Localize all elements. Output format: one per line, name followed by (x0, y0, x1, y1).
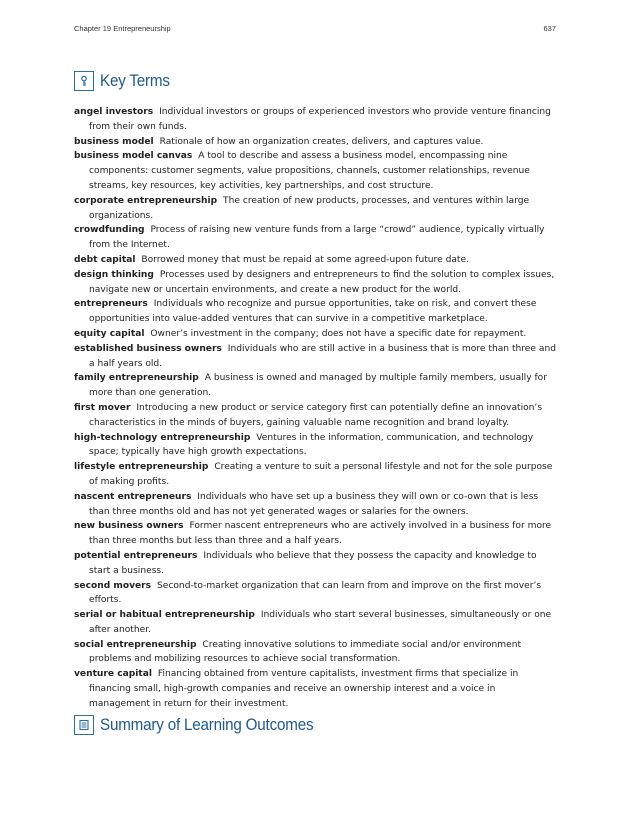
term-entry (74, 342, 556, 372)
term-entry (74, 431, 556, 461)
term-entry (74, 519, 556, 549)
term-entry (74, 490, 556, 520)
term-definition: Former nascent entrepreneurs who are actively involved in a business for more than three months but less than three and a half years. (89, 521, 552, 547)
term-word: new business owners (74, 521, 184, 532)
term-word: lifestyle entrepreneurship (74, 462, 209, 473)
term-definition: A tool to describe and assess a business model, encompassing nine components: customer segments, value propositions, channels, customer relationships, revenue streams, key resources, key activities, key partnerships, and cost structure. (89, 151, 530, 191)
term-definition: Process of raising new venture funds from a large “crowd” audience, typically virtually from the Internet. (89, 225, 545, 251)
term-definition: Second-to-market organization that can learn from and improve on the first mover’s efforts. (89, 580, 542, 606)
term-definition: Individuals who recognize and pursue opportunities, take on risk, and convert these opportunities into value-added ventures that can survive in a competitive marketplace. (89, 299, 537, 325)
chapter-title: Chapter 19 Entrepreneurship (74, 24, 171, 33)
term-definition: Individuals who have set up a business they will own or co-own that is less than three months old and has not yet generated wages or salaries for the owners. (89, 491, 539, 517)
term-word: corporate entrepreneurship (74, 195, 218, 206)
document-icon (74, 715, 94, 735)
term-word: first mover (74, 402, 131, 413)
term-entry (74, 608, 556, 638)
term-word: business model (74, 136, 154, 147)
summary-heading (74, 715, 332, 735)
page-header (74, 24, 556, 33)
term-entry (74, 327, 556, 342)
term-definition: Individuals who start several businesses, simultaneously or one after another. (89, 610, 552, 635)
key-terms-heading (74, 71, 176, 91)
term-entry (74, 549, 556, 579)
term-word: social entrepreneurship (74, 639, 197, 650)
term-definition: Creating a venture to suit a personal lifestyle and not for the sole purpose of making profits. (89, 462, 553, 487)
term-word: high-technology entrepreneurship (74, 432, 251, 443)
term-entry (74, 194, 556, 224)
term-definition: Financing obtained from venture capitalists, investment firms that specialize in financing small, high-growth companies and receive an ownership interest and a voice in management in return for their investment. (89, 669, 519, 709)
term-word: angel investors (74, 107, 154, 117)
term-entry (74, 223, 556, 253)
term-definition: The creation of new products, processes, and ventures within large organizations. (89, 195, 530, 221)
term-word: established business owners (74, 343, 222, 354)
term-definition: Individual investors or groups of experienced investors who provide venture financing from their own funds. (89, 107, 551, 132)
term-definition: Creating innovative solutions to immediate social and/or environment problems and mobilizing resources to achieve social transformation. (89, 639, 522, 665)
term-entry (74, 149, 556, 193)
term-entry (74, 371, 556, 401)
term-entry (74, 105, 556, 135)
term-definition: Processes used by designers and entrepreneurs to find the solution to complex issues, navigate new or uncertain environments, and create a new product for the world. (89, 269, 555, 295)
term-word: nascent entrepreneurs (74, 491, 192, 502)
term-word: serial or habitual entrepreneurship (74, 610, 255, 621)
summary-title: Summary of Learning Outcomes (100, 715, 314, 734)
term-definition: Individuals who believe that they possess the capacity and knowledge to start a business. (89, 550, 537, 576)
term-word: family entrepreneurship (74, 373, 199, 384)
term-word: venture capital (74, 669, 152, 680)
term-word: design thinking (74, 269, 154, 280)
term-word: potential entrepreneurs (74, 550, 198, 561)
term-definition: Rationale of how an organization creates, delivers, and captures value. (159, 136, 484, 147)
term-word: crowdfunding (74, 225, 145, 236)
term-entry (74, 667, 556, 711)
term-entry (74, 579, 556, 609)
term-entry (74, 135, 556, 150)
key-terms-list (74, 105, 556, 712)
term-definition: Ventures in the information, communication, and technology space; typically have high growth expectations. (89, 432, 534, 458)
term-word: equity capital (74, 328, 145, 339)
term-entry (74, 401, 556, 431)
term-word: entrepreneurs (74, 299, 148, 310)
term-entry (74, 638, 556, 668)
term-definition: Individuals who are still active in a business that is more than three and a half years old. (89, 343, 556, 369)
key-terms-title: Key Terms (100, 71, 170, 90)
term-definition: Owner’s investment in the company; does not have a specific date for repayment. (150, 328, 527, 339)
term-definition: Borrowed money that must be repaid at some agreed-upon future date. (141, 254, 469, 265)
term-word: second movers (74, 580, 152, 591)
term-definition: A business is owned and managed by multiple family members, usually for more than one generation. (89, 373, 547, 399)
term-entry (74, 253, 556, 268)
term-entry (74, 268, 556, 298)
term-definition: Introducing a new product or service category first can potentially define an innovation’s characteristics in the minds of buyers, gaining valuable name recognition and brand loyalty. (89, 402, 543, 428)
key-icon (74, 71, 94, 91)
term-word: business model canvas (74, 151, 193, 162)
term-entry (74, 460, 556, 490)
term-word: debt capital (74, 254, 136, 265)
term-entry (74, 297, 556, 327)
page-number: 637 (543, 24, 556, 33)
